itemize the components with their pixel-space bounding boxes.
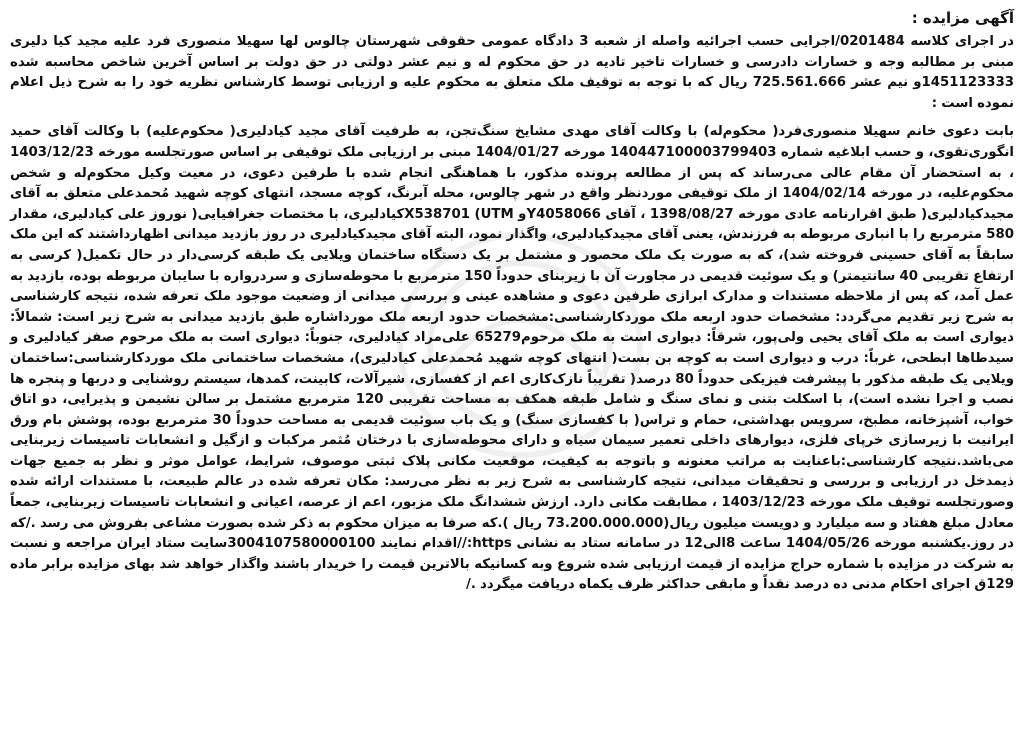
- notice-heading: آگهی مزایده :: [911, 9, 1014, 27]
- notice-paragraph-intro: در اجرای کلاسه 0201484/اجرایی حسب اجرائیه واصله از شعبه 3 دادگاه عمومی حقوقی شهرستان چالوس لها سهیلا منصوری فرد علیه مجید کیا دلیری مبنی بر مطالبه وجه و خسارات دادرسی و خسارات تاخیر تادیه در حق محکوم له و نیم عشر دولتی در حق دولت بر اساس آخرین شاخص محاسبه شده 1451123333و نیم عشر 725.561.666 ریال که با توجه به توقیف ملک متعلق به محکوم علیه و ارزیابی توسط کارشناس نظریه خود را به شرح ذیل اعلام نموده است :: [10, 34, 1015, 111]
- notice-paragraph-body: بابت دعوی خانم سهیلا منصوری‌فرد( محکوم‌له) با وکالت آقای مهدی مشایخ سنگ‌تجن، به طرفیت آقای مجید کیادلیری( محکوم‌علیه) با وکالت آقای حمید انگوری‌تقوی، و حسب ابلاغیه شماره 140447100003799403 مورخه 1404/01/27 مبنی بر ارزیابی ملک توقیفی بر اساس صورتجلسه مورخه 1403/12/23 ، به استحضار آن مقام عالی می‌رساند که پس از مطالعه پرونده مذکور، با هماهنگی انجام شده با طرفین دعوی، در معیت وکیل محکوم‌له و شخص محکوم‌علیه، در مورخه 1404/02/14 از ملک توقیفی موردنظر واقع در شهر چالوس، محله آبرنگ، کوچه مسجد، انتهای کوچه شهید مُحمدعلی متعلق به آقای مجیدکیادلیری( طبق اقرارنامه عادی مورخه 1398/08/27 ، آقای Y4058066و X538701 (UTMکیادلیری، با مختصات جغرافیایی( نوروز علی کیادلیری، مقدار 580 مترمربع را با انباری مربوطه به فرزندش، یعنی آقای مجیدکیادلیری، واگذار نمود، البته آقای مجیدکیادلیری در روز بازدید میدانی اظهارداشتند که این ملک سابقاً به آقای حسینی فروخته شد)، که به صورت یک ملک محصور و مشتمل بر یک دستگاه ساختمان ویلایی یک طبقه کرسی‌دار در حال تکمیل( کرسی به ارتفاع تقریبی 40 سانتیمتر) و یک سوئیت قدیمی در مجاورت آن با زیربنای حدوداً 150 مترمربع با محوطه‌سازی و سردرواره با سایبان مربوطه بوده، بازدید به عمل آمد، که پس از ملاحظه مستندات و مدارک ابرازی طرفین دعوی و مشاهده عینی و بررسی میدانی از وضعیت موجود ملک تعرفه شده، نتیجه کارشناسی به شرح زیر تقدیم می‌گردد: مشخصات حدود اربعه ملک موردکارشناسی:مشخصات حدود اربعه ملک مورداشاره طبق بازدید میدانی به شرح زیر است: شمالاً: دیواری است به ملک آقای یحیی ولی‌پور، شرقاً: دیواری است به ملک مرحوم65279 علی‌مراد کیادلیری، جنوباً: دیواری است به ملک مرحوم صفر کیادلیری و سیدطاها ابطحی، غرباً: درب و دیواری است به کوچه بن بست( انتهای کوچه شهید مُحمدعلی کیادلیری)، مشخصات ساختمانی ملک موردکارشناسی:ساختمان ویلایی یک طبقه مذکور با پیشرفت فیزیکی حدوداً 80 درصد( تقریباً نازک‌کاری اعم از کفسازی، شیرآلات، کابینت، کمدها، سیستم روشنایی و دربها و پنجره ها نصب و اجرا نشده است)، با اسکلت بتنی و نمای سنگ و شامل طبقه همکف به مساحت تقریبی 120 مترمربع مشتمل بر سالن نشیمن و پذیرایی، دو اتاق خواب، آشپزخانه، مطبخ، سرویس بهداشتی، حمام و تراس( با کفسازی سنگ) و یک باب سوئیت قدیمی به مساحت حدوداً 30 مترمربع بوده، پوشش بام ورق ایرانیت با زیرسازی خرپای فلزی، دیوارهای داخلی تعمیر سیمان سیاه و دارای محوطه‌سازی با درختان مُثمر مرکبات و ازگیل و انشعابات تاسیسات زیربنایی می‌باشد.نتیجه کارشناسی:باعنایت به مراتب معنونه و باتوجه به کیفیت، موقعیت مکانی پلاک ثبتی موصوف، شرایط، عوامل موثر و نظر به جمیع جهات ذیمدخل در ارزیابی و بررسی و تحقیقات میدانی، نتیجه کارشناسی به شرح زیر به نظر می‌رسد: مکان تعرفه شده در عالم طبیعت، با مستندات ارائه شده وصورتجلسه توقیف ملک مورخه 1403/12/23 ، مطابقت مکانی دارد. ارزش ششدانگ ملک مزبور، اعم از عرصه، اعیانی و انشعابات تاسیسات زیربنایی، جمعاً معادل مبلغ هفتاد و سه میلیارد و دویست میلیون ریال(73.200.000.000 ریال ).که صرفا به میزان محکوم به ذکر شده بصورت مشاعی بفروش می رسد ./که در روز.یکشنبه مورخه 1404/05/26 ساعت 8الی12 در سامانه ستاد به نشانی https://اقدام نمایند 3004107580000100سایت ستاد ایران مراجعه و نسبت به شرکت در مزایده با شماره حراج مزایده از قیمت ارزیابی شده شروع وبه کسانیکه بالاترین قیمت را خریدار باشند واگذار خواهد شد بهای مزایده برابر ماده 129ق اجرای احکام مدنی ده درصد نقداً و مابقی حداکثر ظرف یکماه دریافت میگردد ./: [10, 124, 1015, 593]
